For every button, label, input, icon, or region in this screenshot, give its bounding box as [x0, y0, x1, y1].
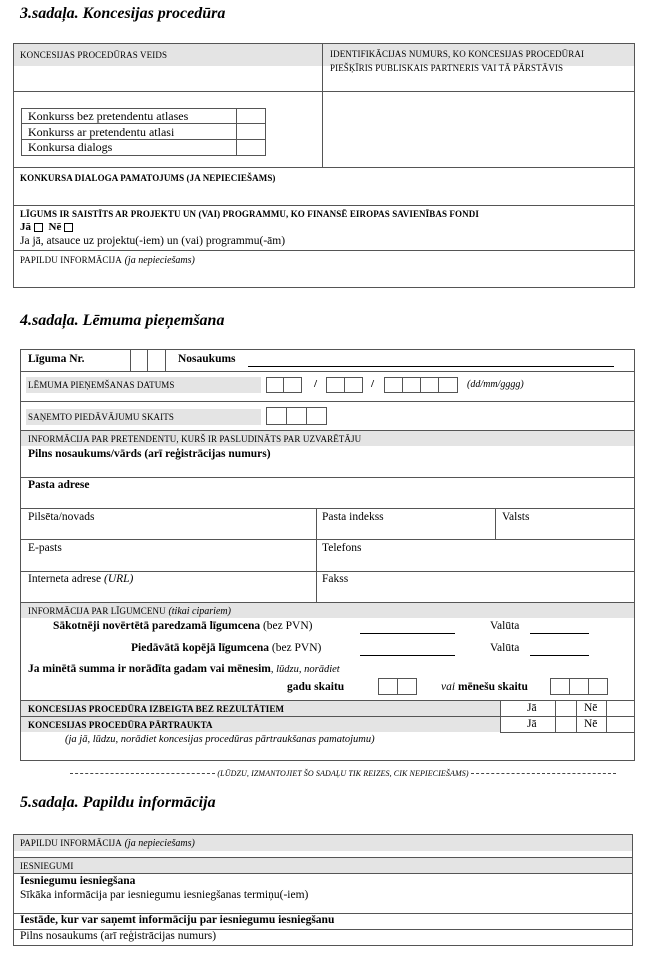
- date-digit-cell[interactable]: [420, 377, 439, 393]
- section4-heading: 4.sadaļa. Lēmuma pieņemšana: [20, 312, 225, 329]
- option-label: Konkurss bez pretendentu atlases: [28, 109, 189, 123]
- section5-heading: 5.sadaļa. Papildu informācija: [20, 794, 216, 811]
- date-separator: /: [371, 378, 375, 390]
- city-label: Pilsēta/novads: [28, 511, 95, 523]
- offers-digit-cell[interactable]: [286, 407, 307, 425]
- option-checkbox[interactable]: [237, 140, 265, 155]
- country-label: Valsts: [502, 511, 530, 523]
- ended-no-box[interactable]: [607, 701, 634, 716]
- s5-extra-hint: (ja nepieciešams): [124, 838, 195, 849]
- price-info-text: INFORMĀCIJA PAR LĪGUMCENU: [28, 606, 166, 616]
- postcode-label: Pasta indekss: [322, 511, 384, 523]
- period-label: [28, 663, 340, 675]
- full-name-label: Pilns nosaukums/vārds (arī reģistrācijas numurs): [28, 448, 271, 460]
- institution-label: Iestāde, kur var saņemt informāciju par iesniegumu iesniegšanu: [20, 914, 335, 926]
- offers-digit-cell[interactable]: [306, 407, 327, 425]
- ended-no-label: Nē: [584, 702, 598, 714]
- option-checkbox[interactable]: [237, 124, 265, 139]
- extra-info-hint: (ja nepieciešams): [124, 255, 195, 266]
- ended-label: KONCESIJAS PROCEDŪRA IZBEIGTA BEZ REZULTĀTIEM: [28, 704, 285, 714]
- ended-yes-box[interactable]: [556, 701, 576, 716]
- stopped-yes-box[interactable]: [556, 717, 576, 732]
- months-digit-cell[interactable]: [588, 678, 608, 695]
- price-info-label: [28, 605, 231, 617]
- years-digit-cell[interactable]: [397, 678, 417, 695]
- date-digit-cell[interactable]: [283, 377, 302, 393]
- inst-name-label: Pilns nosaukums (arī reģistrācijas numurs): [20, 930, 217, 942]
- sub-detail-label: Sīkāka informācija par iesniegumu iesniegšanas termiņu(-iem): [20, 889, 309, 901]
- ident-input[interactable]: [330, 92, 630, 166]
- ident-label: IDENTIFIKĀCIJAS NUMURS, KO KONCESIJAS PROCEDŪRAI PIEŠĶĪRIS PUBLISKAIS PARTNERIS VAI TĀ PĀRSTĀVIS: [330, 49, 585, 73]
- s5-extra-label: [20, 837, 195, 849]
- option-label: Konkursa dialogs: [28, 140, 113, 154]
- proc-type-label: KONCESIJAS PROCEDŪRAS VEIDS: [20, 50, 168, 60]
- offers-digit-cell[interactable]: [266, 407, 287, 425]
- phone-label: Telefons: [322, 542, 362, 554]
- email-label: E-pasts: [28, 542, 62, 554]
- total-price-text: Piedāvātā kopējā līgumcena: [131, 642, 269, 654]
- stopped-hint: (ja jā, lūdzu, norādiet koncesijas procedūras pārtraukšanas pamatojumu): [65, 734, 375, 745]
- months-digit-cell[interactable]: [550, 678, 570, 695]
- eu-funds-choice: [20, 221, 73, 233]
- period-text: Ja minētā summa ir norādīta gadam vai mēnesim: [28, 663, 271, 675]
- years-label: gadu skaitu: [287, 681, 345, 693]
- months-digit-cell[interactable]: [569, 678, 589, 695]
- date-format-hint: (dd/mm/gggg): [467, 379, 524, 390]
- date-digit-cell[interactable]: [326, 377, 345, 393]
- eu-ref-label: Ja jā, atsauce uz projektu(-iem) un (vai) programmu(-ām): [20, 235, 286, 247]
- sub-filing-label: Iesniegumu iesniegšana: [20, 875, 136, 887]
- web-label-text: Interneta adrese: [28, 573, 102, 585]
- stopped-yes-label: Jā: [527, 718, 537, 730]
- option-label: Konkurss ar pretendentu atlasi: [28, 125, 175, 139]
- currency-label: Valūta: [490, 642, 520, 654]
- date-digit-cell[interactable]: [384, 377, 403, 393]
- date-separator: /: [314, 378, 318, 390]
- offers-count-label: SAŅEMTO PIEDĀVĀJUMU SKAITS: [28, 412, 174, 422]
- fax-label: Fakss: [322, 573, 349, 585]
- ended-yes-label: Jā: [527, 702, 537, 714]
- no-label: Nē: [48, 221, 62, 233]
- option-checkbox[interactable]: [237, 109, 265, 123]
- estimated-price-label: [53, 620, 312, 632]
- section3-heading: 3.sadaļa. Koncesijas procedūra: [20, 5, 226, 22]
- estimated-currency-input[interactable]: [530, 633, 589, 634]
- eu-funds-label: LĪGUMS IR SAISTĪTS AR PROJEKTU UN (VAI) PROGRAMMU, KO FINANSĒ EIROPAS SAVIENĪBAS FONDI: [20, 209, 479, 219]
- stopped-no-box[interactable]: [607, 717, 634, 732]
- contract-no-input[interactable]: [131, 350, 165, 370]
- vat-note: (bez PVN): [262, 620, 313, 632]
- total-price-input[interactable]: [360, 655, 455, 656]
- no-checkbox[interactable]: [64, 223, 73, 232]
- total-price-label: [131, 642, 321, 654]
- price-info-hint: (tikai cipariem): [168, 606, 231, 617]
- vat-note: (bez PVN): [271, 642, 322, 654]
- or-word: vai: [441, 681, 456, 693]
- years-digit-cell[interactable]: [378, 678, 398, 695]
- estimated-price-text: Sākotnēji novērtētā paredzamā līgumcena: [53, 620, 261, 632]
- yes-label: Jā: [20, 221, 31, 233]
- contract-no-label: Līguma Nr.: [28, 353, 85, 365]
- decision-date-label: LĒMUMA PIEŅEMŠANAS DATUMS: [28, 380, 175, 390]
- winner-info-label: INFORMĀCIJA PAR PRETENDENTU, KURŠ IR PASLUDINĀTS PAR UZVARĒTĀJU: [28, 434, 362, 444]
- months-text: mēnešu skaitu: [457, 681, 528, 693]
- title-input[interactable]: [248, 366, 614, 367]
- date-digit-cell[interactable]: [344, 377, 363, 393]
- date-digit-cell[interactable]: [438, 377, 458, 393]
- period-hint: , lūdzu, norādiet: [270, 664, 340, 675]
- estimated-price-input[interactable]: [360, 633, 455, 634]
- currency-label: Valūta: [490, 620, 520, 632]
- title-label: Nosaukums: [178, 353, 236, 365]
- stopped-no-label: Nē: [584, 718, 598, 730]
- dialog-label: KONKURSA DIALOGA PAMATOJUMS (JA NEPIECIEŠAMS): [20, 173, 276, 183]
- web-label-url: (URL): [103, 573, 134, 585]
- address-label: Pasta adrese: [28, 479, 90, 491]
- yes-checkbox[interactable]: [34, 223, 43, 232]
- submissions-label: IESNIEGUMI: [20, 861, 74, 871]
- extra-info-text: PAPILDU INFORMĀCIJA: [20, 255, 122, 265]
- repeat-note: (LŪDZU, IZMANTOJIET ŠO SADAĻU TIK REIZES, CIK NEPIECIEŠAMS): [217, 768, 469, 778]
- total-currency-input[interactable]: [530, 655, 589, 656]
- web-label: [28, 573, 133, 585]
- date-digit-cell[interactable]: [266, 377, 284, 393]
- extra-info-label: [20, 254, 195, 266]
- stopped-label: KONCESIJAS PROCEDŪRA PĀRTRAUKTA: [28, 720, 213, 730]
- date-digit-cell[interactable]: [402, 377, 421, 393]
- months-label: [441, 681, 528, 693]
- s5-extra-text: PAPILDU INFORMĀCIJA: [20, 838, 122, 848]
- repeat-note-line: [70, 768, 616, 778]
